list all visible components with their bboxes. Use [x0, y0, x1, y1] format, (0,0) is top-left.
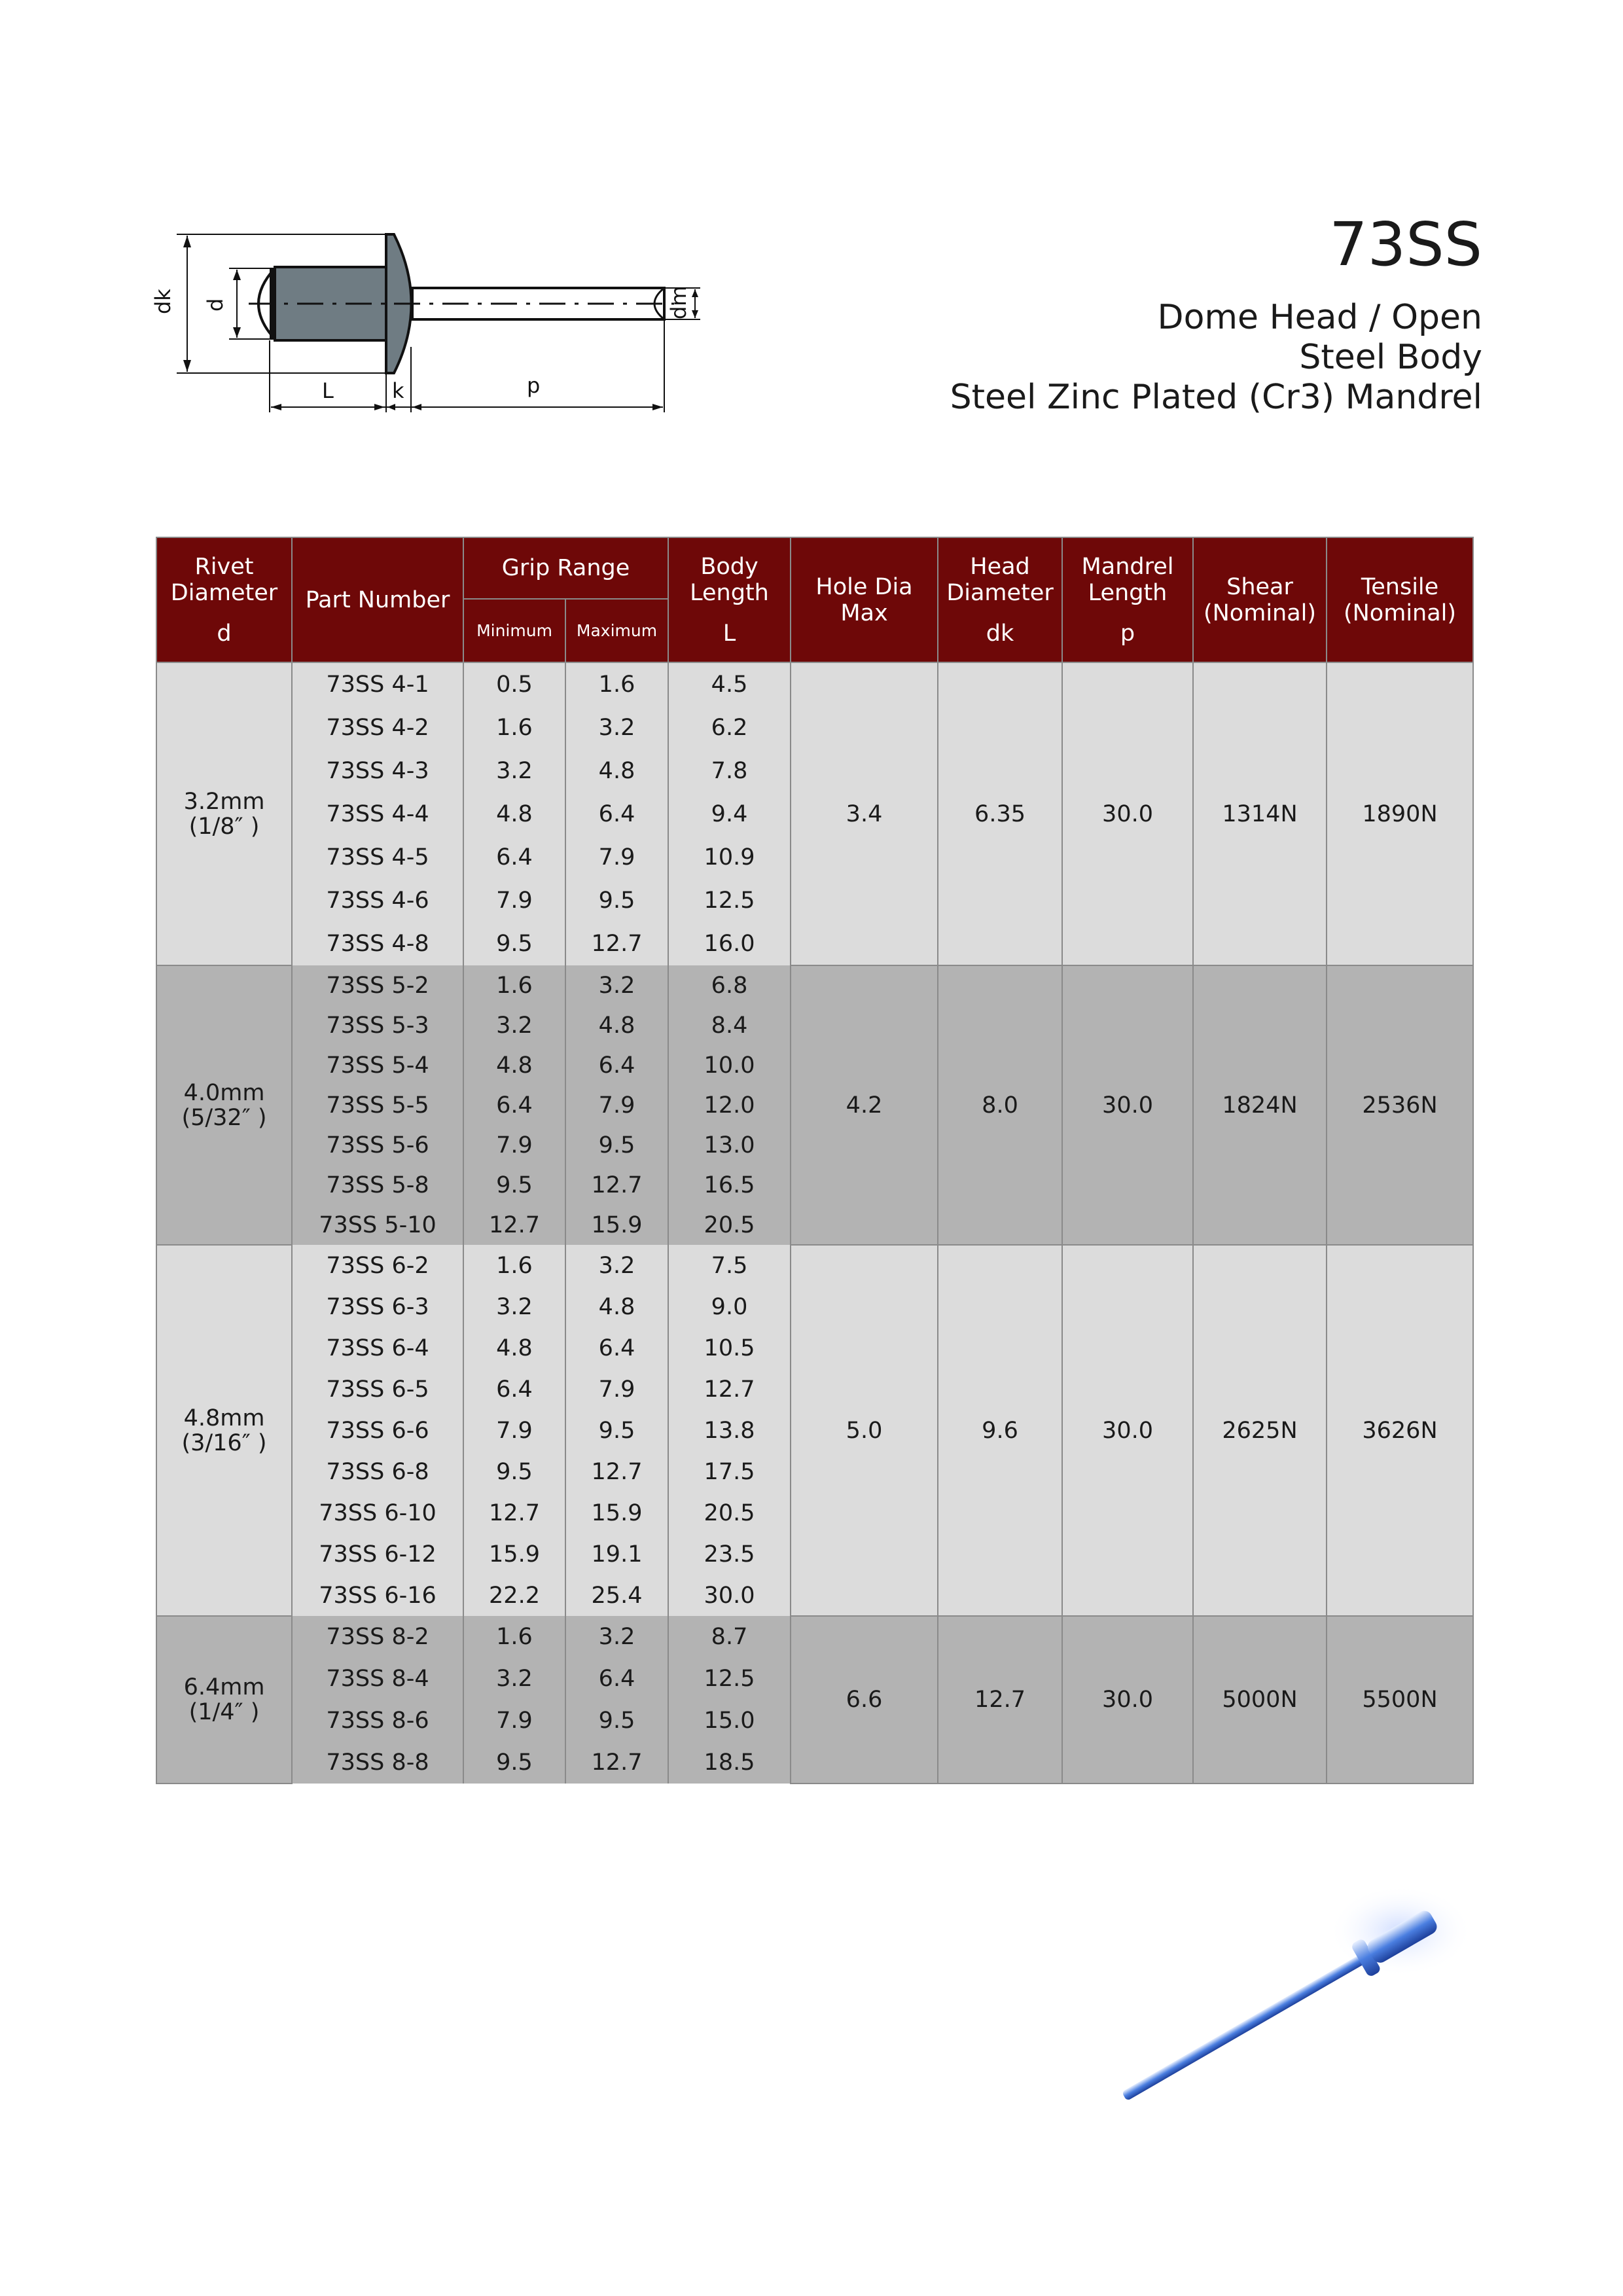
cell-shear: 2625N: [1193, 1245, 1327, 1616]
table-row: [156, 965, 1473, 1005]
cell-part-number: 73SS 4-5: [292, 836, 463, 879]
cell-grip-min: 12.7: [463, 1492, 565, 1534]
header-part-number: Part Number: [292, 537, 463, 662]
cell-part-number: 73SS 5-3: [292, 1005, 463, 1045]
cell-grip-max: 7.9: [565, 836, 668, 879]
cell-grip-max: 6.4: [565, 1045, 668, 1085]
cell-part-number: 73SS 6-6: [292, 1410, 463, 1451]
cell-body-length: 10.0: [668, 1045, 791, 1085]
header-head-diameter: Head Diameter dk: [938, 537, 1062, 662]
product-title: 73SS: [1329, 209, 1482, 279]
cell-grip-max: 6.4: [565, 1327, 668, 1369]
cell-grip-min: 7.9: [463, 1410, 565, 1451]
cell-body-length: 18.5: [668, 1742, 791, 1784]
cell-part-number: 73SS 4-2: [292, 706, 463, 749]
cell-grip-max: 9.5: [565, 879, 668, 922]
cell-grip-min: 6.4: [463, 1369, 565, 1410]
cell-shear: 1314N: [1193, 662, 1327, 965]
cell-grip-max: 7.9: [565, 1085, 668, 1125]
dm-label: dm: [666, 285, 691, 319]
cell-mandrel-length: 30.0: [1062, 1616, 1193, 1784]
cell-part-number: 73SS 5-2: [292, 965, 463, 1005]
header-tensile: Tensile (Nominal): [1327, 537, 1473, 662]
cell-tensile: 3626N: [1327, 1245, 1473, 1616]
cell-grip-max: 4.8: [565, 749, 668, 793]
cell-part-number: 73SS 4-3: [292, 749, 463, 793]
cell-head-diameter: 6.35: [938, 662, 1062, 965]
cell-grip-max: 9.5: [565, 1700, 668, 1742]
subtitle-line: Steel Body: [1299, 338, 1482, 377]
cell-grip-min: 1.6: [463, 1616, 565, 1658]
p-label: p: [527, 373, 541, 398]
header-shear: Shear (Nominal): [1193, 537, 1327, 662]
cell-hole-dia: 6.6: [791, 1616, 938, 1784]
cell-part-number: 73SS 8-2: [292, 1616, 463, 1658]
cell-grip-min: 9.5: [463, 1165, 565, 1205]
cell-body-length: 8.7: [668, 1616, 791, 1658]
cell-body-length: 9.0: [668, 1286, 791, 1327]
cell-grip-max: 7.9: [565, 1369, 668, 1410]
cell-part-number: 73SS 5-8: [292, 1165, 463, 1205]
cell-body-length: 20.5: [668, 1492, 791, 1534]
cell-grip-min: 9.5: [463, 1742, 565, 1784]
cell-grip-min: 7.9: [463, 1125, 565, 1165]
cell-grip-min: 1.6: [463, 965, 565, 1005]
cell-part-number: 73SS 5-6: [292, 1125, 463, 1165]
cell-grip-max: 15.9: [565, 1492, 668, 1534]
cell-grip-min: 15.9: [463, 1534, 565, 1575]
cell-grip-min: 12.7: [463, 1205, 565, 1245]
cell-mandrel-length: 30.0: [1062, 662, 1193, 965]
cell-body-length: 17.5: [668, 1451, 791, 1492]
cell-grip-max: 3.2: [565, 1245, 668, 1286]
cell-shear: 5000N: [1193, 1616, 1327, 1784]
cell-body-length: 23.5: [668, 1534, 791, 1575]
cell-body-length: 10.5: [668, 1327, 791, 1369]
cell-grip-min: 3.2: [463, 1005, 565, 1045]
cell-part-number: 73SS 6-10: [292, 1492, 463, 1534]
cell-body-length: 13.8: [668, 1410, 791, 1451]
L-label: L: [322, 378, 334, 403]
cell-grip-max: 1.6: [565, 662, 668, 706]
cell-grip-min: 3.2: [463, 1658, 565, 1700]
cell-part-number: 73SS 5-4: [292, 1045, 463, 1085]
cell-hole-dia: 4.2: [791, 965, 938, 1245]
cell-grip-max: 19.1: [565, 1534, 668, 1575]
cell-grip-min: 3.2: [463, 1286, 565, 1327]
cell-grip-max: 12.7: [565, 922, 668, 965]
cell-grip-max: 15.9: [565, 1205, 668, 1245]
cell-body-length: 20.5: [668, 1205, 791, 1245]
cell-part-number: 73SS 6-3: [292, 1286, 463, 1327]
table-row: [156, 1245, 1473, 1286]
cell-body-length: 10.9: [668, 836, 791, 879]
table-group-3-2mm: [156, 662, 1473, 965]
cell-part-number: 73SS 8-8: [292, 1742, 463, 1784]
cell-rivet-diameter: 6.4mm (1/4″ ): [156, 1616, 292, 1784]
cell-grip-max: 9.5: [565, 1410, 668, 1451]
cell-body-length: 7.8: [668, 749, 791, 793]
header-grip-minimum: Minimum: [463, 599, 565, 662]
header-hole-dia: Hole Dia Max: [791, 537, 938, 662]
table-group-4-8mm: [156, 1245, 1473, 1616]
cell-part-number: 73SS 6-4: [292, 1327, 463, 1369]
cell-body-length: 12.5: [668, 879, 791, 922]
cell-grip-max: 9.5: [565, 1125, 668, 1165]
cell-grip-max: 4.8: [565, 1005, 668, 1045]
cell-part-number: 73SS 4-4: [292, 793, 463, 836]
cell-body-length: 8.4: [668, 1005, 791, 1045]
cell-body-length: 12.0: [668, 1085, 791, 1125]
cell-body-length: 16.5: [668, 1165, 791, 1205]
cell-body-length: 12.7: [668, 1369, 791, 1410]
cell-grip-min: 6.4: [463, 1085, 565, 1125]
cell-body-length: 4.5: [668, 662, 791, 706]
cell-part-number: 73SS 4-6: [292, 879, 463, 922]
cell-part-number: 73SS 6-8: [292, 1451, 463, 1492]
cell-body-length: 16.0: [668, 922, 791, 965]
cell-hole-dia: 5.0: [791, 1245, 938, 1616]
spec-table: [156, 537, 1474, 1784]
cell-part-number: 73SS 8-6: [292, 1700, 463, 1742]
cell-body-length: 12.5: [668, 1658, 791, 1700]
cell-head-diameter: 12.7: [938, 1616, 1062, 1784]
header-grip-maximum: Maximum: [565, 599, 668, 662]
cell-part-number: 73SS 4-1: [292, 662, 463, 706]
cell-grip-min: 1.6: [463, 1245, 565, 1286]
cell-body-length: 30.0: [668, 1575, 791, 1616]
cell-grip-min: 4.8: [463, 1327, 565, 1369]
cell-grip-min: 3.2: [463, 749, 565, 793]
cell-grip-max: 25.4: [565, 1575, 668, 1616]
cell-grip-min: 4.8: [463, 793, 565, 836]
cell-grip-min: 9.5: [463, 1451, 565, 1492]
cell-grip-max: 12.7: [565, 1451, 668, 1492]
cell-grip-min: 9.5: [463, 922, 565, 965]
cell-grip-min: 1.6: [463, 706, 565, 749]
product-subtitle: [950, 298, 1482, 418]
cell-head-diameter: 9.6: [938, 1245, 1062, 1616]
cell-part-number: 73SS 6-2: [292, 1245, 463, 1286]
cell-part-number: 73SS 6-12: [292, 1534, 463, 1575]
table-row: [156, 1616, 1473, 1658]
dk-label: dk: [151, 289, 175, 314]
subtitle-line: Dome Head / Open: [1157, 298, 1482, 337]
d-label: d: [203, 298, 228, 312]
cell-grip-max: 3.2: [565, 965, 668, 1005]
cell-grip-min: 0.5: [463, 662, 565, 706]
header-mandrel-length: Mandrel Length p: [1062, 537, 1193, 662]
cell-hole-dia: 3.4: [791, 662, 938, 965]
cell-grip-max: 12.7: [565, 1742, 668, 1784]
cell-rivet-diameter: 4.0mm (5/32″ ): [156, 965, 292, 1245]
cell-body-length: 9.4: [668, 793, 791, 836]
cell-part-number: 73SS 6-5: [292, 1369, 463, 1410]
cell-grip-min: 22.2: [463, 1575, 565, 1616]
table-group-4-0mm: [156, 965, 1473, 1245]
cell-grip-max: 3.2: [565, 1616, 668, 1658]
cell-body-length: 7.5: [668, 1245, 791, 1286]
cell-part-number: 73SS 4-8: [292, 922, 463, 965]
cell-grip-min: 7.9: [463, 1700, 565, 1742]
cell-grip-max: 6.4: [565, 1658, 668, 1700]
cell-shear: 1824N: [1193, 965, 1327, 1245]
cell-body-length: 6.8: [668, 965, 791, 1005]
cell-part-number: 73SS 5-5: [292, 1085, 463, 1125]
header-rivet-diameter: Rivet Diameter d: [156, 537, 292, 662]
table-header: [156, 537, 1473, 662]
cell-part-number: 73SS 8-4: [292, 1658, 463, 1700]
cell-mandrel-length: 30.0: [1062, 965, 1193, 1245]
cell-grip-max: 3.2: [565, 706, 668, 749]
cell-rivet-diameter: 3.2mm (1/8″ ): [156, 662, 292, 965]
cell-part-number: 73SS 6-16: [292, 1575, 463, 1616]
k-label: k: [392, 378, 404, 403]
cell-grip-min: 7.9: [463, 879, 565, 922]
cell-tensile: 5500N: [1327, 1616, 1473, 1784]
cell-mandrel-length: 30.0: [1062, 1245, 1193, 1616]
cell-rivet-diameter: 4.8mm (3/16″ ): [156, 1245, 292, 1616]
cell-body-length: 15.0: [668, 1700, 791, 1742]
table-group-6-4mm: [156, 1616, 1473, 1784]
cell-tensile: 2536N: [1327, 965, 1473, 1245]
cell-head-diameter: 8.0: [938, 965, 1062, 1245]
subtitle-line: Steel Zinc Plated (Cr3) Mandrel: [950, 378, 1482, 417]
table-row: [156, 662, 1473, 706]
cell-grip-min: 4.8: [463, 1045, 565, 1085]
header-grip-range: Grip Range: [463, 537, 668, 599]
cell-body-length: 6.2: [668, 706, 791, 749]
cell-grip-max: 6.4: [565, 793, 668, 836]
cell-part-number: 73SS 5-10: [292, 1205, 463, 1245]
cell-grip-max: 12.7: [565, 1165, 668, 1205]
cell-grip-min: 6.4: [463, 836, 565, 879]
rivet-photo: [1073, 1885, 1492, 2121]
cell-body-length: 13.0: [668, 1125, 791, 1165]
cell-tensile: 1890N: [1327, 662, 1473, 965]
header-body-length: Body Length L: [668, 537, 791, 662]
cell-grip-max: 4.8: [565, 1286, 668, 1327]
rivet-dimension-diagram: [151, 216, 726, 439]
